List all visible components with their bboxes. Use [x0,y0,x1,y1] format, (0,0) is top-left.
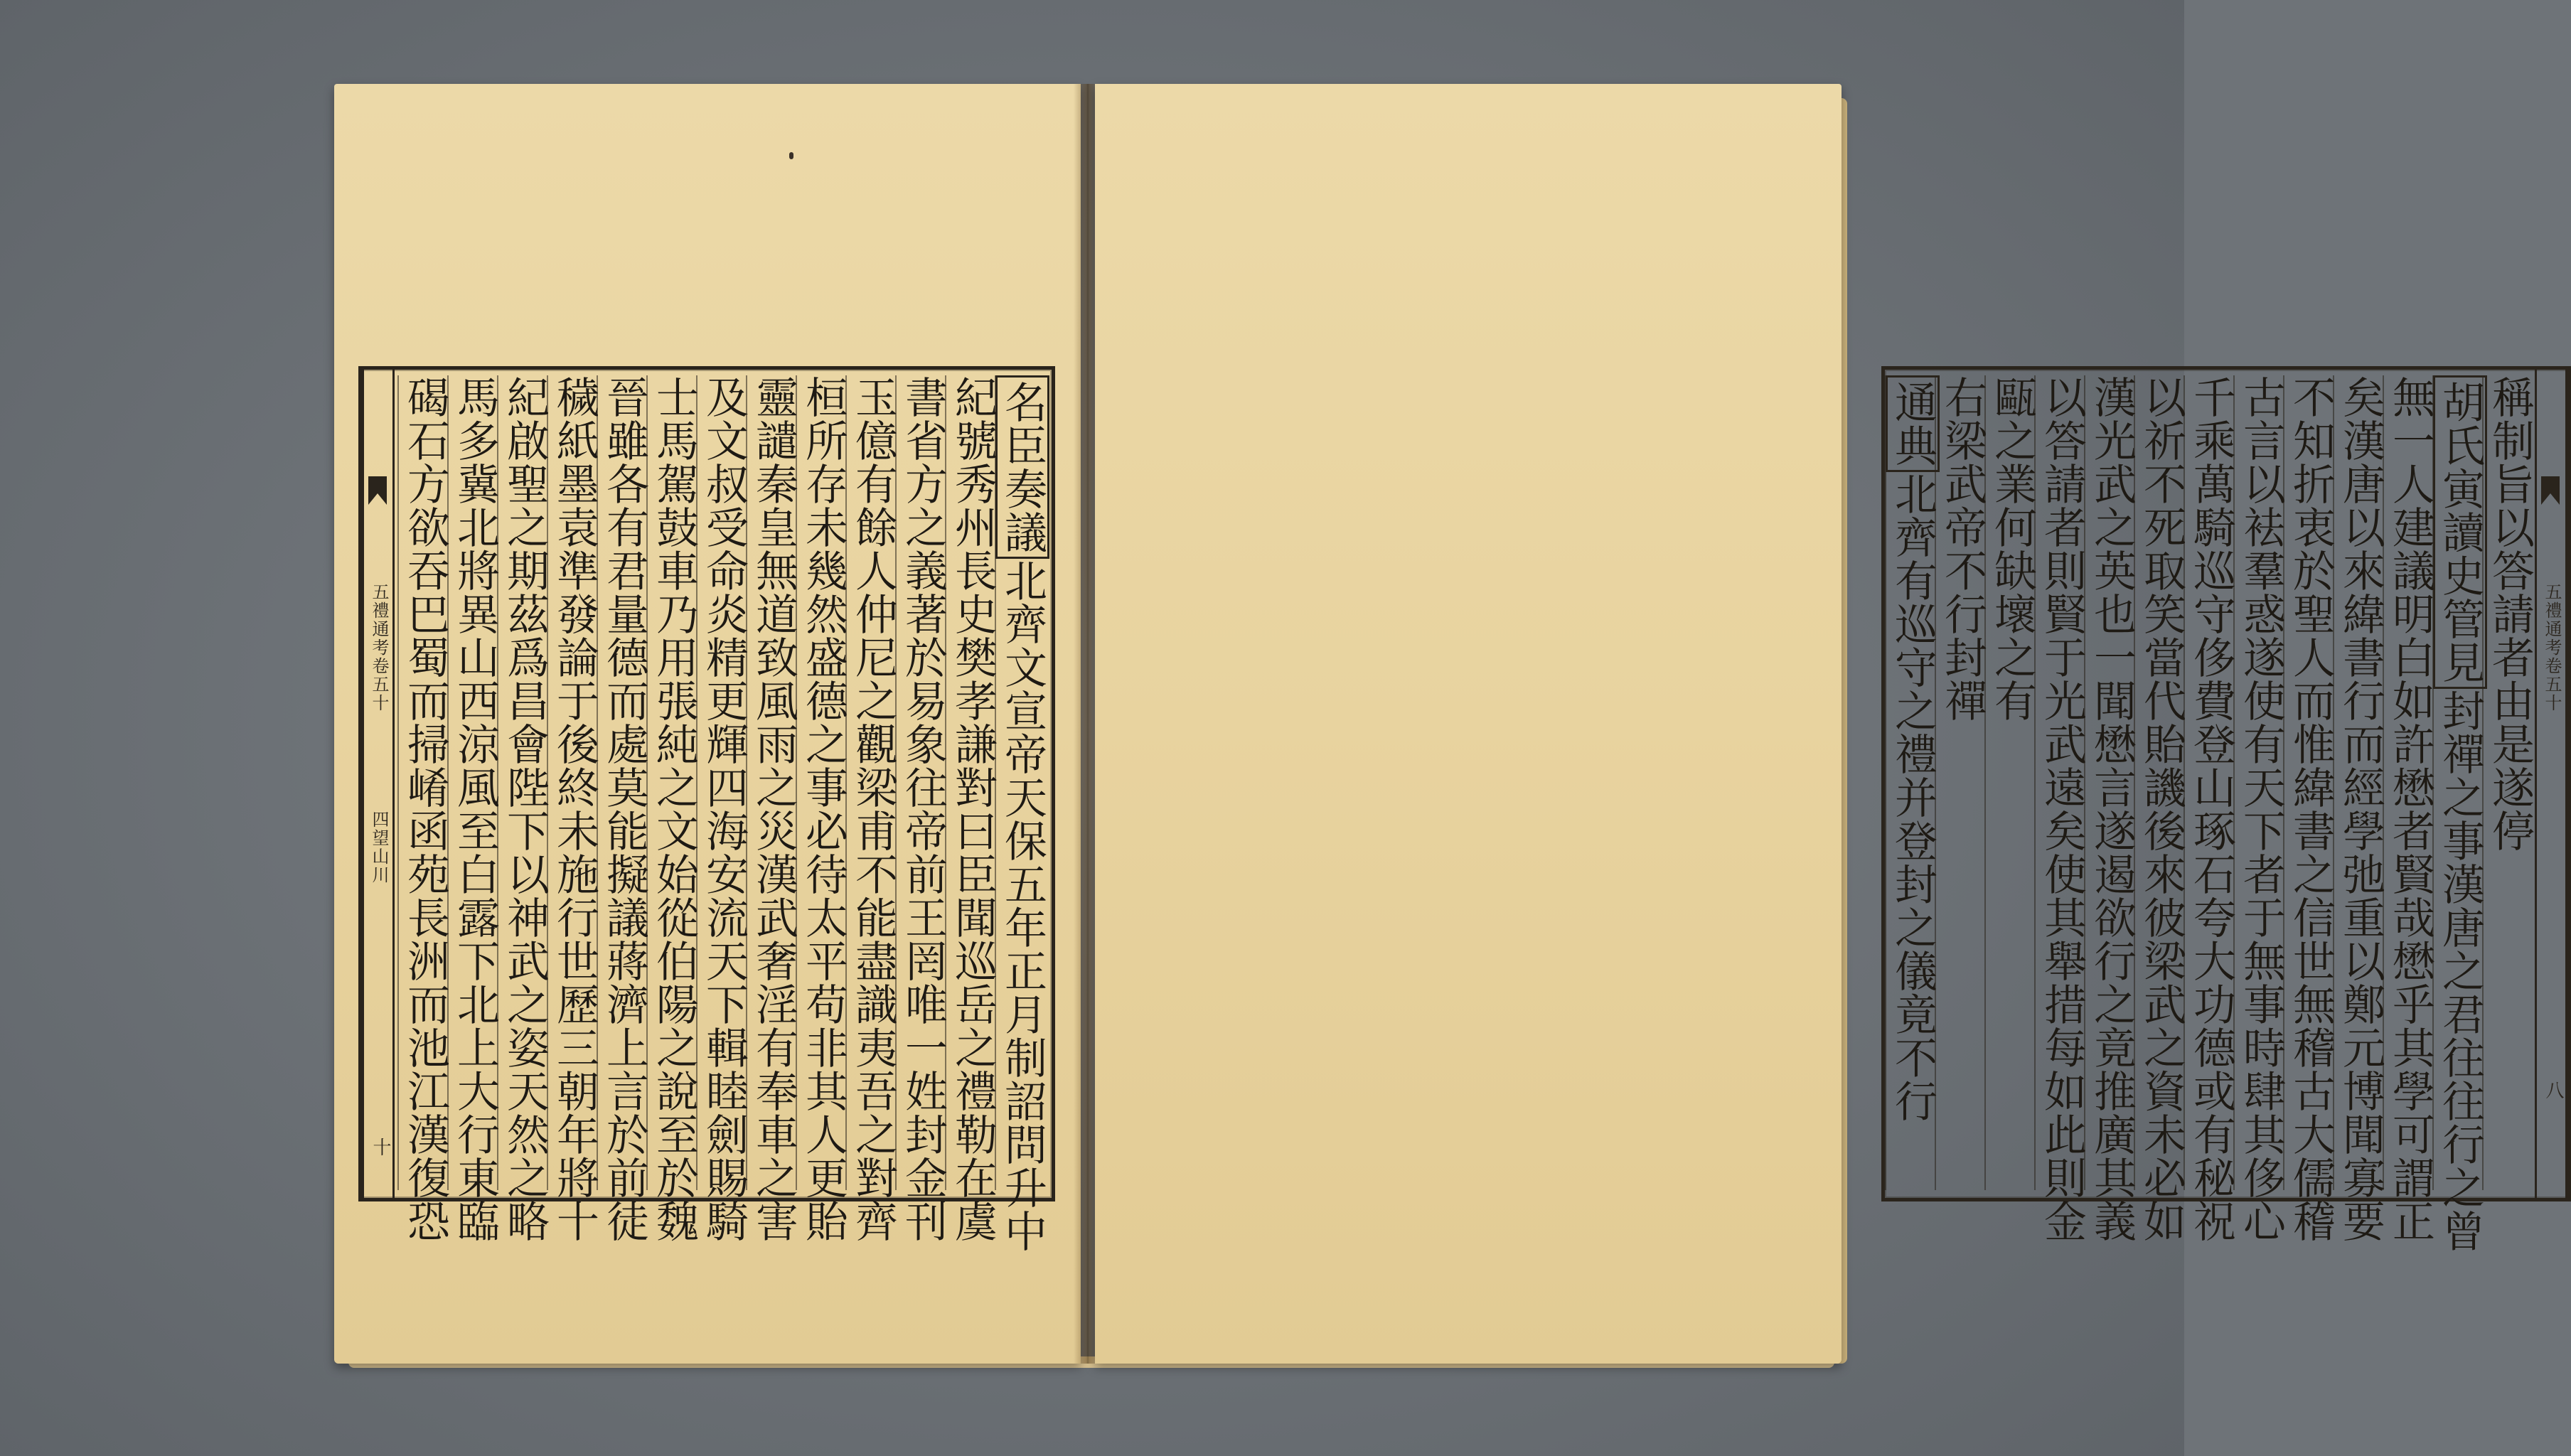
source-citation: 胡氏寅讀史管見 [2433,375,2487,689]
column-text: 桓所存未幾然盛德之事必待太平苟非其人更貽 [798,375,848,1243]
text-column [397,375,451,1243]
text-column [1885,375,1939,1190]
right-page [1095,84,2564,1364]
left-text-frame [358,366,1055,1253]
text-column [447,375,501,1243]
fishtail-mark [2541,476,2560,505]
column-text: 古言以袪羣惑遂使有天下者于無事時肆其侈心 [2236,375,2286,1243]
text-column [2134,375,2188,1243]
banxin-folio: 八 [2543,1081,2564,1099]
banxin-folio: 十 [370,1138,391,1156]
left-page [334,84,1081,1364]
text-column [646,375,700,1243]
text-column [945,375,999,1243]
column-text: 右梁武帝不行封禪 [1937,375,1987,722]
text-column [796,375,850,1243]
column-text: 封禪之事漢唐之君往往行之曾 [2435,689,2485,1253]
text-column [746,375,800,1243]
column-text: 馬多冀北將異山西涼風至白露下北上大行東臨 [450,375,500,1243]
fishtail-mark [368,476,387,505]
column-text: 矣漢唐以來緯書行而經學弛重以鄭元博聞寡要 [2336,375,2385,1243]
column-text: 千乘萬騎巡守侈費登山琢石夸大功德或有秘祝 [2186,375,2236,1243]
column-text: 書省方之義著於易象往帝前王罔唯一姓封金刊 [898,375,948,1243]
column-text: 稱制旨以答請者由是遂停 [2485,375,2535,852]
source-citation: 通典 [1886,375,1940,472]
column-text: 甌之業何缺壞之有 [1987,375,2037,722]
text-column [696,375,750,1243]
column-text: 以答請者則賢于光武遠矣使其舉措每如此則金 [2037,375,2087,1243]
text-column [2383,375,2437,1243]
text-column [2283,375,2337,1243]
column-text: 紀啟聖之期茲爲昌會陛下以神武之姿天然之略 [500,375,550,1243]
column-text: 紀號秀州長史樊孝謙對曰臣聞巡岳之禮勒在虞 [948,375,998,1243]
left-banxin [362,370,395,1198]
column-text: 及文叔受命炎精更輝四海安流天下輯睦劍賜騎 [699,375,749,1243]
banxin-section: 四望山川 [369,810,389,884]
ink-speck [789,152,793,159]
text-column [2084,375,2138,1243]
text-column [1984,375,2038,1190]
column-text: 玉億有餘人仲尼之觀梁甫不能盡識夷吾之對齊 [848,375,898,1243]
column-text: 以祈不死取笑當代貽譏後來彼梁武之資未必如 [2137,375,2186,1243]
text-column [895,375,949,1243]
text-column [497,375,551,1243]
source-citation: 名臣奏議 [995,375,1049,559]
text-column [2233,375,2287,1243]
text-column [2333,375,2387,1243]
column-text: 北齊有巡守之禮并登封之儀竟不行 [1888,472,1937,1123]
text-column [1935,375,1989,1190]
right-banxin [2535,370,2567,1198]
column-text: 士馬駕鼓車乃用張純之文始從伯陽之說至於魏 [649,375,699,1243]
text-column [547,375,601,1243]
text-column [2034,375,2088,1243]
text-column [2184,375,2238,1243]
column-text: 靈譴秦皇無道致風雨之災漢武奢淫有奉車之害 [749,375,798,1243]
banxin-title: 五禮通考卷五十 [2542,583,2562,712]
text-column [2482,375,2536,1190]
column-text: 碣石方欲吞巴蜀而掃崤函苑長洲而池江漢復恐 [400,375,450,1243]
column-text: 北齊文宣帝天保五年正月制詔問升中 [998,559,1047,1253]
column-text: 不知折衷於聖人而惟緯書之信世無稽古大儒稽 [2286,375,2336,1243]
open-book [334,84,2564,1371]
text-column [995,375,1049,1253]
banxin-title: 五禮通考卷五十 [369,583,389,712]
column-text: 穢紙墨袁準發論于後終未施行世歷三朝年將十 [550,375,599,1243]
text-column [597,375,651,1243]
column-text: 無一人建議明白如許懋者賢哉懋乎其學可謂正 [2385,375,2435,1243]
text-column [2432,375,2486,1253]
column-text: 漢光武之英也一聞懋言遂遏欲行之竟推廣其義 [2087,375,2137,1243]
column-text: 晉雖各有君量德而處莫能擬議蔣濟上言於前徒 [599,375,649,1243]
text-column [845,375,899,1243]
right-text-frame [1881,366,2571,1253]
